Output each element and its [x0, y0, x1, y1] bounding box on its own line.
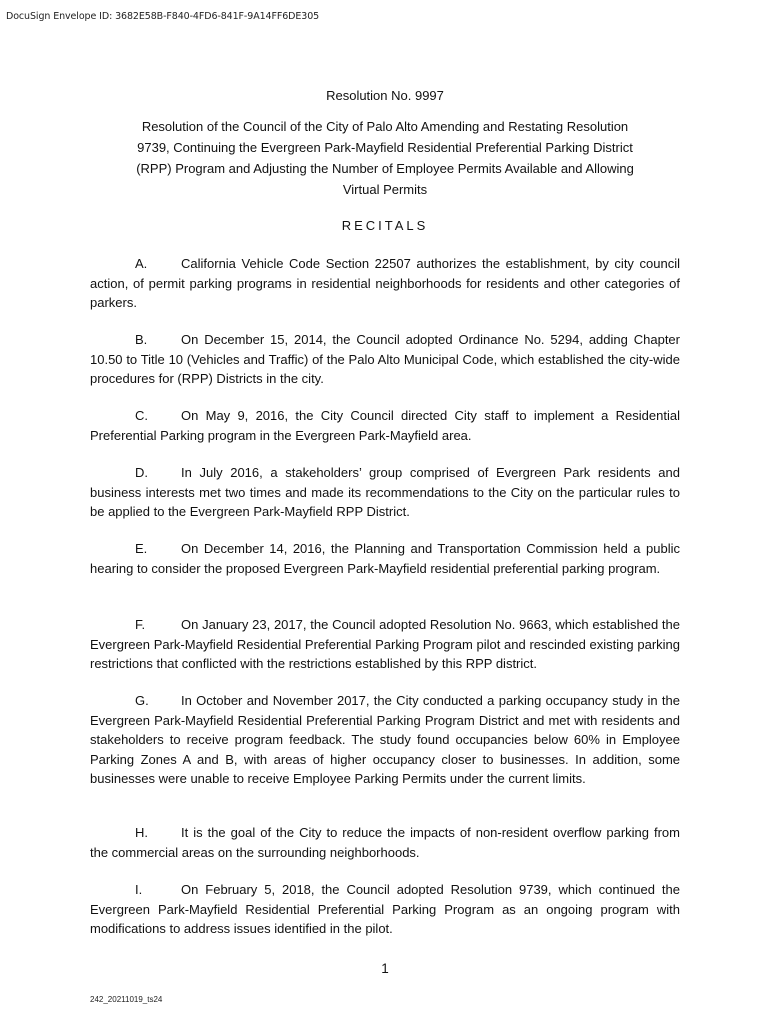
recital-label: G. — [135, 693, 149, 708]
recital-text: California Vehicle Code Section 22507 authorizes the establishment, by city council action, of permit parking programs in residential neighborhoods for residents and other categories of parkers. — [90, 256, 680, 311]
recital-a — [90, 254, 680, 313]
recital-label: I. — [135, 882, 143, 897]
recital-text: In October and November 2017, the City conducted a parking occupancy study in the Evergreen Park-Mayfield Residential Preferential Parking Program District and met with residents and stakeholders to receive program feedback. The study found occupancies below 60% in Employee Parking Zones A and B, with areas of higher occupancy closer to businesses. In addition, some businesses were unable to receive Employee Parking Permits under the current limits. — [90, 693, 680, 787]
docusign-envelope-id: DocuSign Envelope ID: 3682E58B-F840-4FD6-841F-9A14FF6DE305 — [6, 11, 320, 22]
resolution-number: Resolution No. 9997 — [326, 88, 444, 103]
recital-label: F. — [135, 617, 146, 632]
footer-code: 242_20211019_ts24 — [90, 995, 163, 1004]
recital-i — [90, 880, 680, 939]
recital-c — [90, 406, 680, 445]
page-number: 1 — [381, 961, 389, 976]
recital-text: On December 15, 2014, the Council adopted Ordinance No. 5294, adding Chapter 10.50 to Title 10 (Vehicles and Traffic) of the Palo Alto Municipal Code, which established the city-wide procedures for (RPP) Districts in the city. — [90, 332, 680, 387]
recital-label: C. — [135, 408, 148, 423]
recital-g — [90, 691, 680, 789]
recital-text: In July 2016, a stakeholders’ group comprised of Evergreen Park residents and business interests met two times and made its recommendations to the City on the particular rules to be applied to the Evergreen Park-Mayfield RPP District. — [90, 465, 680, 520]
recital-label: A. — [135, 256, 148, 271]
recital-text: On May 9, 2016, the City Council directed City staff to implement a Residential Preferential Parking program in the Evergreen Park-Mayfield area. — [90, 408, 680, 443]
recital-label: B. — [135, 332, 148, 347]
recital-text: On February 5, 2018, the Council adopted Resolution 9739, which continued the Evergreen Park-Mayfield Residential Preferential Parking Program as an ongoing program with modifications to address issues identified in the pilot. — [90, 882, 680, 937]
recital-d — [90, 463, 680, 522]
recital-f — [90, 615, 680, 674]
recital-h — [90, 823, 680, 862]
recital-label: D. — [135, 465, 148, 480]
recital-text: On December 14, 2016, the Planning and Transportation Commission held a public hearing to consider the proposed Evergreen Park-Mayfield residential preferential parking program. — [90, 541, 680, 576]
resolution-title: Resolution of the Council of the City of Palo Alto Amending and Restating Resolution 9739, Continuing the Evergreen Park-Mayfield Residential Preferential Parking District (RPP) Program and Adjusting the Number of Employee Permits Available and Allowing Virtual Permits — [136, 119, 634, 197]
recital-text: On January 23, 2017, the Council adopted Resolution No. 9663, which established the Evergreen Park-Mayfield Residential Preferential Parking Program pilot and rescinded existing parking restrictions that conflicted with the restrictions established by this RPP district. — [90, 617, 680, 672]
recital-text: It is the goal of the City to reduce the impacts of non-resident overflow parking from the commercial areas on the surrounding neighborhoods. — [90, 825, 680, 860]
recital-label: H. — [135, 825, 148, 840]
recital-label: E. — [135, 541, 148, 556]
recital-e — [90, 539, 680, 578]
recital-b — [90, 330, 680, 389]
recitals-heading: RECITALS — [341, 218, 429, 233]
